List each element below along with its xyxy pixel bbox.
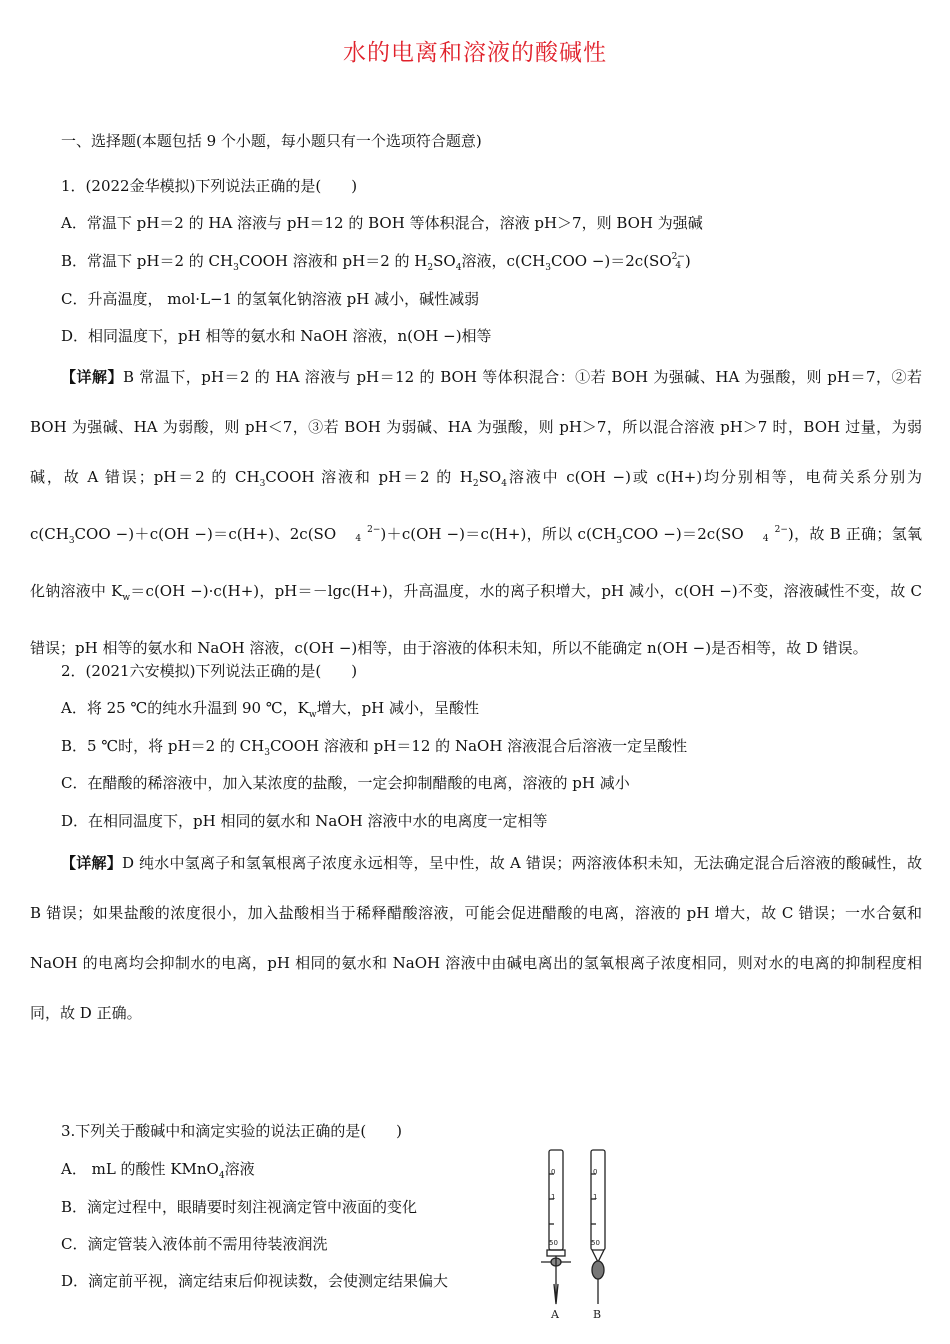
q1-option-c: C．升高温度， mol·L−1 的氢氧化钠溶液 pH 减小，碱性减弱 [61, 290, 480, 308]
q2-option-c: C．在醋酸的稀溶液中，加入某浓度的盐酸，一定会抑制醋酸的电离，溶液的 pH 减小 [61, 774, 630, 792]
q3-option-d: D．滴定前平视，滴定结束后仰视读数，会使测定结果偏大 [61, 1272, 449, 1290]
burette-b-tick-0: 0 [593, 1168, 598, 1176]
q1-option-a: A．常温下 pH＝2 的 HA 溶液与 pH＝12 的 BOH 等体积混合，溶液 pH＞7，则 BOH 为强碱 [61, 214, 703, 232]
q3-option-b: B．滴定过程中，眼睛要时刻注视滴定管中液面的变化 [61, 1198, 418, 1216]
q2-option-d: D．在相同温度下，pH 相同的氨水和 NaOH 溶液中水的电离度一定相等 [61, 812, 548, 830]
burette-b-tick-50: 50 [591, 1239, 600, 1247]
q3-option-c: C．滴定管装入液体前不需用待装液润洗 [61, 1235, 328, 1253]
q3-option-a: A． mL 的酸性 KMnO$_4$溶液 [61, 1160, 255, 1181]
burette-a-tick-50: 50 [549, 1239, 558, 1247]
burette-label-b: B [593, 1308, 602, 1321]
burette-a-tick-0: 0 [551, 1168, 556, 1176]
q2-option-b: B．5 ℃时，将 pH＝2 的 $CH_3COOH$ 溶液和 pH＝12 的 NaOH 溶液混合后溶液一定呈酸性 [61, 737, 688, 758]
page-title: 水的电离和溶液的酸碱性 [343, 40, 607, 66]
section-heading: 一、选择题(本题包括 9 个小题，每小题只有一个选项符合题意) [61, 132, 482, 150]
burette-b-tick-1: 1 [593, 1193, 598, 1201]
q2-option-a: A．将 25 ℃的纯水升温到 90 ℃，$K_w$增大，pH 减小，呈酸性 [61, 699, 480, 720]
burette-a [541, 1150, 571, 1304]
burette-figure [537, 1144, 623, 1322]
q1-answer: 【详解】B 常温下，pH＝2 的 HA 溶液与 pH＝12 的 BOH 等体积混合：①若 BOH 为强碱、HA 为强酸，则 pH＝7，②若 BOH 为强碱、HA 为弱酸，则 pH＜7，③若 BOH 为弱碱、HA 为强酸，则 pH＞7，所以混合溶液 pH＞7 时，BOH 过量，为弱碱，故 A 错误；pH＝2 的 $CH_3COOH$ 溶液和 pH＝2 的 $H_2SO_4$溶液中 c(OH −)或 c(H+)均分别相等，电荷关系分别为 $c(CH_3COO -)+c(OH -)=c(H+)$、2c(SO 2− 4 )＋c(OH −)＝c(H+)，所以 $c(CH_3COO -)=2c(SO$ 2− 4 )，故 B 正确；氢氧化钠溶液中 $K_w=c(OH -)\cdot c(H+)$，pH＝－lgc(H+)，升高温度，水的离子积增大，pH 减小，c(OH −)不变，溶液碱性不变，故 C 错误；pH 相等的氨水和 NaOH 溶液，c(OH −)相等，由于溶液的体积未知，所以不能确定 n(OH −)是否相等，故 D 错误。 [30, 368, 922, 657]
q2-answer: 【详解】D 纯水中氢离子和氢氧根离子浓度永远相等，呈中性，故 A 错误；两溶液体积未知，无法确定混合后溶液的酸碱性，故 B 错误；如果盐酸的浓度很小，加入盐酸相当于稀释醋酸溶液，可能会促进醋酸的电离，溶液的 pH 增大，故 C 错误；一水合氨和 NaOH 的电离均会抑制水的电离，pH 相同的氨水和 NaOH 溶液中由碱电离出的氢氧根离子浓度相同，则对水的电离的抑制程度相同，故 D 正确。 [30, 854, 922, 1022]
burette-label-a: A [551, 1308, 559, 1321]
q2-stem: 2．(2021六安模拟)下列说法正确的是( ) [61, 662, 358, 680]
q1-option-d: D．相同温度下，pH 相等的氨水和 NaOH 溶液，n(OH −)相等 [61, 327, 492, 345]
q1-option-b: B．常温下 pH＝2 的 $CH_3COOH$ 溶液和 pH＝2 的 $H_2SO_4$溶液，$c(CH_3COO -)=2c(SO2-$ 4 ) [61, 252, 691, 273]
q1-stem: 1．(2022金华模拟)下列说法正确的是( ) [61, 177, 358, 195]
burette-a-tick-1: 1 [551, 1193, 556, 1201]
q3-stem: 3.下列关于酸碱中和滴定实验的说法正确的是( ) [61, 1122, 403, 1140]
